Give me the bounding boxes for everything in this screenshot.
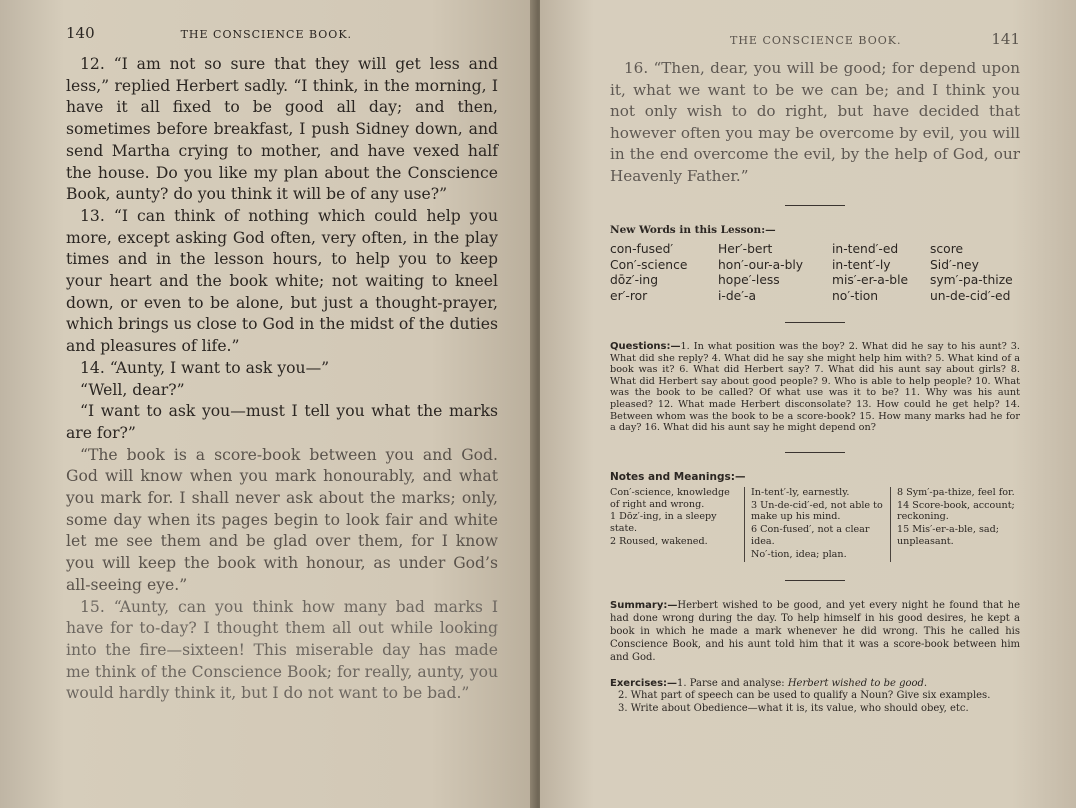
new-word: con-fused′ [610,242,674,256]
new-word: dōz′-ing [610,273,659,287]
exercise-1 [610,678,1020,691]
right-page-number: 141 [991,30,1020,48]
summary-block [610,599,1020,664]
exercise-1-sentence: Herbert wished to be good. [787,677,928,689]
new-word: in-tent′-ly [832,257,891,272]
questions-block [610,341,1020,434]
exercise-3: 3. Write about Obedience—what it is, its value, who should obey, etc. [618,703,969,715]
new-word: Her′-bert [718,242,773,256]
left-header-title: THE CONSCIENCE BOOK. [180,28,353,41]
exercises-block [610,678,1020,716]
divider-rule [785,322,845,323]
divider-rule [785,580,845,581]
dialogue-marks: “I want to ask you—must I tell you what the marks are for?” [66,402,498,442]
questions-text: 1. In what position was the boy? 2. What did he say to his aunt? 3. What did she reply? 4. What did he say she might help him with? 5. What kind of a book was it? 6. What did Herbert say? 7. What did his aunt say about girls? 8. What did Herbert say about good people? 9. Who is able to help people? 10. What was the book to be called? Of what use was it to be? 11. Why was his aunt pleased? 12. What made Herbert disconsolate? 13. How could he get help? 14. Between whom was the book to be a score-book? 15. How many marks had he for a day? 16. What did his aunt say he might depend on? [610,341,1020,434]
notes-column-2 [751,487,891,562]
paragraph-15: 15. “Aunty, can you think how many bad marks I have for to-day? I thought them all out while looking into the fire—sixteen! This miserable day has made me think of the Conscience Book; for really, aunty, you would hardly think it, but I do not want to be bad.” [66,597,498,703]
exercises-label: Exercises:— [610,677,678,689]
divider-rule [785,452,845,453]
new-word: hope′-less [718,273,780,287]
note-item: In-tent′-ly, earnestly. [751,486,850,498]
new-word: Sid′-ney [930,257,979,272]
summary-label: Summary:— [610,599,678,611]
summary-text: Herbert wished to be good, and yet every night he found that he had done wrong during the day. To help himself in his good desires, he kept a book in which he made a mark whenever he did wrong. This he called his Conscience Book, and his aunt told him that it was a score-book between him and God. [610,599,1020,663]
new-word: i-de′-a [718,288,756,303]
questions-label: Questions:— [610,341,681,352]
note-item: Con′-science, knowledge of right and wrong. [610,486,730,510]
paragraph-14: 14. “Aunty, I want to ask you—” [80,358,330,377]
new-word: hon′-our-a-bly [718,257,804,272]
note-item: 2 Roused, wakened. [610,535,708,547]
new-word: sym′-pa-thize [930,273,1013,287]
divider-rule [785,205,845,206]
new-word: score [930,242,964,256]
notes-heading: Notes and Meanings:— [610,470,746,483]
new-word: un-de-cid′-ed [930,288,1011,303]
new-words-heading: New Words in this Lesson:— [610,224,776,236]
exercise-2: 2. What part of speech can be used to qualify a Noun? Give six examples. [618,690,991,702]
paragraph-13: 13. “I can think of nothing which could help you more, except asking God often, very often, in the play times and in the lesson hours, to help you to keep your heart and the book white; not waiting to kneel down, or even to be alone, but just a thought-prayer, which brings us close to God in the midst of the duties and pleasures of life.” [66,206,498,356]
new-words-grid [610,242,1020,304]
exercise-1-prefix: 1. Parse and analyse: [677,677,788,689]
new-word: no′-tion [832,288,879,303]
paragraph-16: 16. “Then, dear, you will be good; for depend upon it, what we want to be we can be; and I think you not only wish to do right, but have decided that however often you may be overcome by evil, you will in the end overcome the evil, by the help of God, our Heavenly Father.” [610,59,1020,185]
dialogue-well-dear: “Well, dear?” [80,380,185,399]
right-header-title: THE CONSCIENCE BOOK. [730,34,902,47]
left-page-number: 140 [66,24,95,42]
note-item: No′-tion, idea; plan. [751,548,847,560]
paragraph-12: 12. “I am not so sure that they will get less and less,” replied Herbert sadly. “I think, in the morning, I have it all fixed to be good all day; and then, sometimes before breakfast, I push Sidney down, and send Martha crying to mother, and have vexed half the house. Do you like my plan about the Conscience Book, aunty? do you think it will be of any use?” [66,55,498,204]
notes-grid [610,487,1020,562]
new-word: Con′-science [610,257,688,272]
left-running-head [66,24,498,42]
right-running-head [610,30,1020,48]
notes-column-3 [897,487,1022,562]
new-word: in-tend′-ed [832,242,899,256]
notes-column-1 [610,487,745,562]
note-item: 15 Mis′-er-a-ble, sad; unpleasant. [897,524,999,547]
note-item: 3 Un-de-cid′-ed, not able to make up his mind. [751,499,883,523]
note-item: 14 Score-book, account; reckoning. [897,499,1015,523]
new-word: er′-ror [610,288,648,303]
new-word: mis′-er-a-ble [832,273,909,287]
right-page [540,0,1076,808]
dialogue-score-book: “The book is a score-book between you and God. God will know when you mark honourably, and what you mark for. I shall never ask about the marks; only, some day when its pages begin to look fair and white let me see them and be glad over them, for I know you will keep the book with honour, as under God’s all-seeing eye.” [66,445,498,594]
note-item: 6 Con-fused′, not a clear idea. [751,524,870,547]
note-item: 1 Dōz′-ing, in a sleepy state. [610,511,717,535]
note-item: 8 Sym′-pa-thize, feel for. [897,486,1015,498]
